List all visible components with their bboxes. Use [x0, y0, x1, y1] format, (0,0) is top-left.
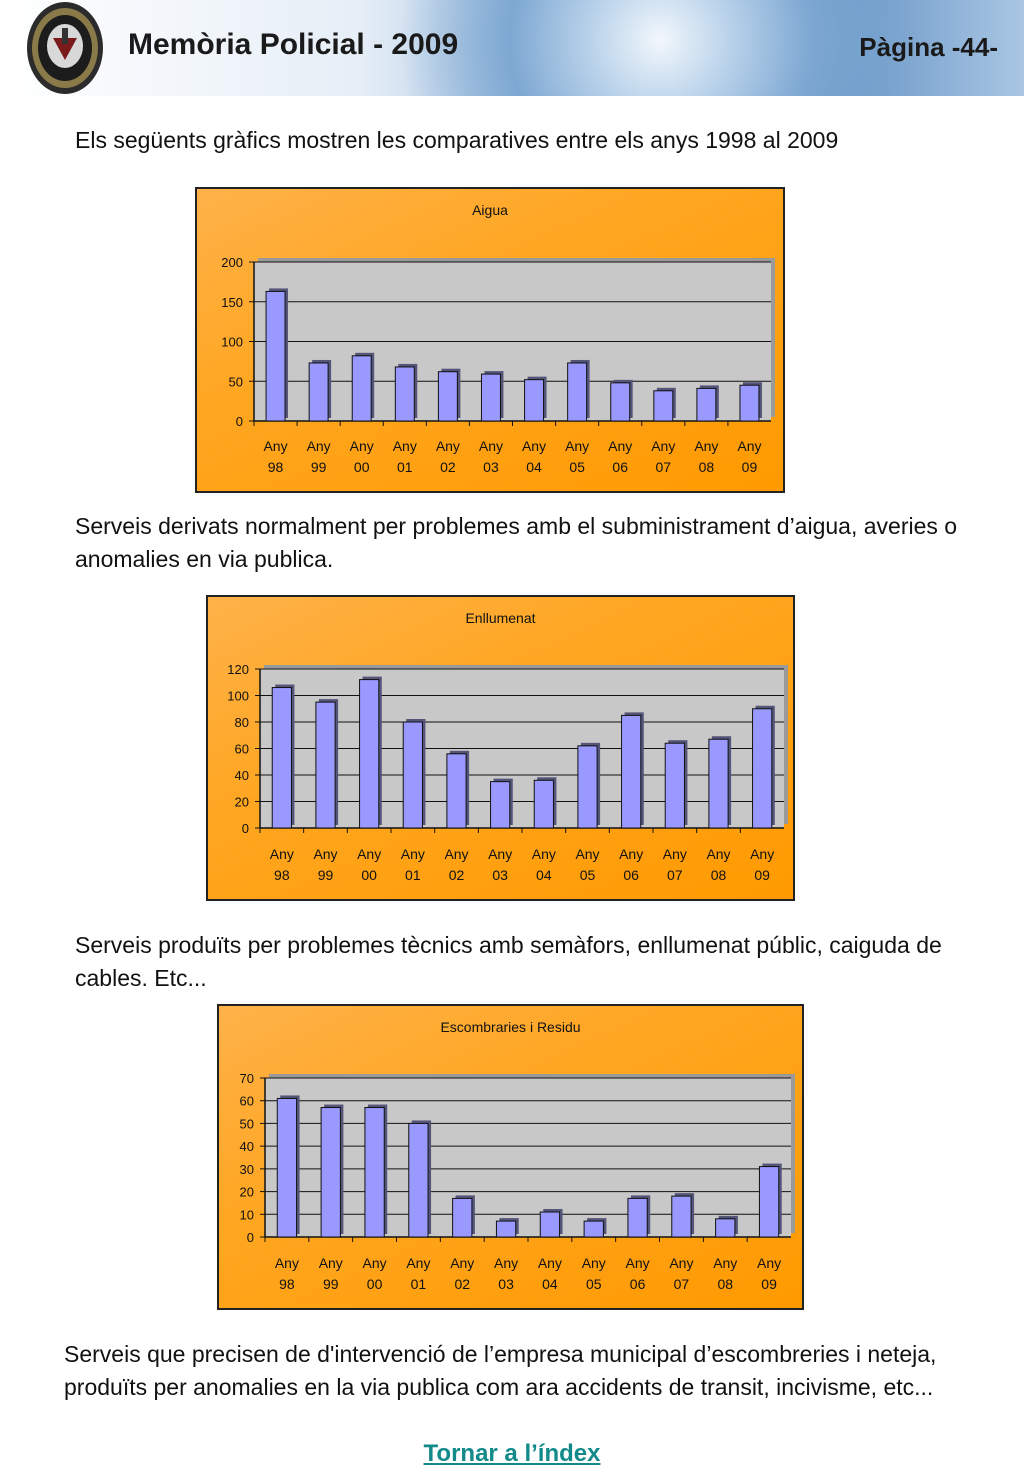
- x-tick-label: 03: [498, 1276, 514, 1292]
- x-tick-label: Any: [306, 438, 331, 454]
- chart-title: Escombraries i Residu: [440, 1019, 581, 1035]
- x-tick-label: 98: [279, 1276, 295, 1292]
- x-tick-label: 05: [585, 1276, 602, 1292]
- bar: [453, 1198, 472, 1237]
- x-tick-label: 01: [410, 1276, 427, 1292]
- y-tick-label: 50: [228, 374, 243, 390]
- bar: [753, 709, 772, 828]
- x-tick-label: Any: [581, 1255, 606, 1271]
- x-tick-label: Any: [478, 438, 504, 454]
- chart-svg: [197, 189, 787, 495]
- x-tick-label: 00: [361, 867, 377, 883]
- caption-escombraries: Serveis que precisen de d'intervenció de l’empresa municipal d’escombreries i neteja, produïts per anomalies en la via publica com ara accidents de transit, incivisme, etc...: [64, 1341, 937, 1400]
- x-tick-label: Any: [274, 1255, 299, 1271]
- x-tick-label: Any: [662, 846, 687, 862]
- x-tick-label: Any: [706, 846, 731, 862]
- x-tick-label: 98: [267, 459, 284, 475]
- x-tick-label: 99: [317, 867, 334, 883]
- y-tick-label: 20: [234, 794, 249, 810]
- x-tick-label: 05: [579, 867, 596, 883]
- y-tick-label: 120: [227, 662, 249, 677]
- x-tick-label: Any: [488, 846, 513, 862]
- x-tick-label: 06: [629, 1276, 646, 1292]
- bar: [716, 1219, 735, 1237]
- y-tick-label: 100: [227, 688, 249, 704]
- bar: [316, 702, 335, 828]
- bar: [534, 780, 553, 828]
- x-tick-label: Any: [362, 1255, 387, 1271]
- x-tick-label: Any: [318, 1255, 343, 1271]
- chart-escombraries: [217, 1004, 804, 1310]
- bar: [496, 1221, 515, 1237]
- x-tick-label: Any: [269, 846, 294, 862]
- bar: [578, 746, 597, 828]
- x-tick-label: Any: [608, 438, 633, 454]
- plot-area: [265, 1078, 791, 1237]
- x-tick-label: Any: [400, 846, 425, 862]
- document-title: Memòria Policial - 2009: [128, 28, 459, 61]
- x-tick-label: Any: [357, 846, 382, 862]
- caption-enllumenat: Serveis produïts per problemes tècnics amb semàfors, enllumenat públic, caiguda de cables. Etc...: [75, 932, 942, 991]
- intro-text: Els següents gràfics mostren les comparatives entre els anys 1998 al 2009: [75, 127, 839, 153]
- x-tick-label: Any: [406, 1255, 431, 1271]
- bar: [409, 1123, 428, 1237]
- x-tick-label: 07: [673, 1276, 690, 1292]
- x-tick-label: Any: [450, 1255, 475, 1271]
- x-tick-label: 03: [483, 459, 499, 475]
- chart-enllumenat: [206, 595, 795, 901]
- x-tick-label: 06: [623, 867, 639, 883]
- y-tick-label: 0: [241, 821, 249, 836]
- x-tick-label: 99: [310, 459, 327, 475]
- y-tick-label: 150: [221, 294, 243, 310]
- page-header: [0, 0, 1024, 96]
- x-tick-label: 06: [612, 459, 628, 475]
- y-tick-label: 70: [239, 1071, 254, 1086]
- y-tick-label: 10: [239, 1207, 254, 1223]
- x-tick-label: 02: [440, 459, 456, 475]
- x-tick-label: Any: [444, 846, 469, 862]
- y-tick-label: 40: [234, 768, 249, 783]
- x-tick-label: Any: [625, 1255, 650, 1271]
- x-tick-label: Any: [313, 846, 338, 862]
- bar: [360, 680, 379, 828]
- x-tick-label: 99: [322, 1276, 339, 1292]
- x-tick-label: Any: [435, 438, 460, 454]
- x-tick-label: 09: [761, 1276, 777, 1292]
- y-tick-label: 20: [239, 1184, 254, 1200]
- y-tick-label: 0: [235, 414, 243, 429]
- x-tick-label: Any: [537, 1255, 562, 1271]
- bar: [438, 372, 457, 421]
- chart-svg: [219, 1006, 806, 1312]
- bar: [654, 391, 673, 421]
- bar: [709, 739, 728, 828]
- bar: [568, 363, 587, 421]
- x-tick-label: Any: [750, 846, 775, 862]
- y-tick-label: 200: [221, 255, 243, 270]
- x-tick-label: 03: [492, 867, 508, 883]
- x-tick-label: 01: [397, 459, 413, 475]
- x-tick-label: 08: [710, 867, 727, 883]
- caption-aigua: Serveis derivats normalment per problemes amb el subministrament d’aigua, averies o anomalies en via publica.: [75, 513, 958, 572]
- bar: [309, 363, 328, 421]
- x-tick-label: 04: [542, 1276, 558, 1292]
- x-tick-label: Any: [619, 846, 644, 862]
- x-tick-label: 02: [454, 1276, 471, 1292]
- y-tick-label: 30: [239, 1161, 254, 1177]
- y-tick-label: 60: [239, 1093, 254, 1109]
- bar: [697, 388, 716, 421]
- x-tick-label: Any: [713, 1255, 738, 1271]
- bar: [672, 1196, 691, 1237]
- x-tick-label: Any: [392, 438, 417, 454]
- bar: [611, 383, 630, 421]
- bar: [540, 1212, 559, 1237]
- x-tick-label: Any: [651, 438, 676, 454]
- bar: [266, 291, 285, 421]
- x-tick-label: 09: [754, 867, 770, 883]
- bar: [365, 1108, 384, 1237]
- x-tick-label: Any: [694, 438, 719, 454]
- y-tick-label: 40: [239, 1139, 254, 1155]
- x-tick-label: 04: [526, 459, 542, 475]
- x-tick-label: Any: [669, 1255, 694, 1271]
- x-tick-label: Any: [737, 438, 762, 454]
- bar: [403, 722, 422, 828]
- chart-title: Enllumenat: [465, 610, 536, 626]
- chart-title: Aigua: [472, 202, 508, 218]
- bar: [352, 356, 371, 421]
- x-tick-label: Any: [575, 846, 600, 862]
- x-tick-label: Any: [494, 1255, 519, 1271]
- x-tick-label: 04: [536, 867, 552, 883]
- x-tick-label: 98: [274, 867, 290, 883]
- x-tick-label: 09: [741, 459, 758, 475]
- x-tick-label: 00: [353, 459, 370, 475]
- bar: [584, 1221, 603, 1237]
- x-tick-label: 07: [655, 459, 672, 475]
- x-tick-label: 00: [366, 1276, 383, 1292]
- y-tick-label: 100: [221, 334, 243, 350]
- bar: [759, 1167, 778, 1237]
- x-tick-label: 07: [667, 867, 683, 883]
- x-tick-label: 08: [717, 1276, 734, 1292]
- x-tick-label: Any: [349, 438, 374, 454]
- x-tick-label: 02: [448, 867, 465, 883]
- chart-aigua: [195, 187, 785, 493]
- x-tick-label: 08: [698, 459, 715, 475]
- back-to-index-link[interactable]: Tornar a l’índex: [423, 1440, 601, 1467]
- bar: [491, 782, 510, 828]
- page-number: Pàgina -44-: [859, 32, 998, 62]
- x-tick-label: Any: [531, 846, 556, 862]
- x-tick-label: 01: [405, 867, 421, 883]
- bar: [622, 715, 641, 828]
- x-tick-label: Any: [521, 438, 547, 454]
- bar: [481, 374, 500, 421]
- y-tick-label: 60: [234, 741, 249, 757]
- bar: [665, 743, 684, 828]
- bar: [628, 1198, 647, 1237]
- bar: [525, 380, 544, 421]
- bar: [277, 1098, 296, 1237]
- x-tick-label: Any: [757, 1255, 782, 1271]
- x-tick-label: Any: [263, 438, 288, 454]
- y-tick-label: 50: [239, 1116, 254, 1132]
- x-tick-label: Any: [565, 438, 590, 454]
- x-tick-label: 05: [569, 459, 585, 475]
- bar: [272, 688, 291, 828]
- bar: [447, 754, 466, 828]
- bar: [395, 367, 414, 421]
- police-badge-logo: [26, 0, 104, 96]
- chart-svg: [208, 597, 797, 903]
- y-tick-label: 0: [246, 1230, 254, 1245]
- y-tick-label: 80: [234, 715, 249, 730]
- bar: [740, 385, 759, 421]
- bar: [321, 1108, 340, 1237]
